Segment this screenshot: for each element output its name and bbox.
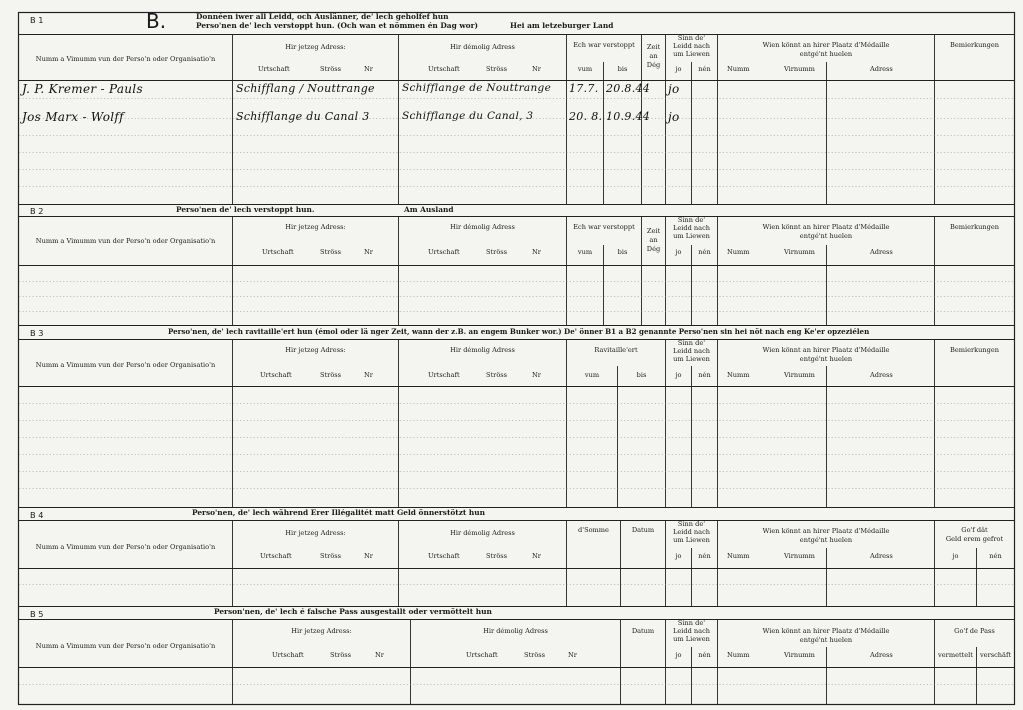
col-header-remarks: Bemierkungen: [949, 223, 1000, 231]
col-header-procured: verschäft: [979, 651, 1012, 659]
entry-hidden-to: 20.8.44: [606, 82, 651, 95]
col-header-medal-1: Wien könnt an hirer Plaatz d'Médaille: [762, 346, 890, 354]
col-header-time-2: an: [649, 236, 658, 244]
col-header-yes: jo: [675, 651, 682, 659]
col-header-medal-2: entgé'nt huelen: [799, 636, 853, 644]
col-header-remarks: Bemierkungen: [949, 41, 1000, 49]
col-header-medal-2: entgé'nt huelen: [799, 536, 853, 544]
col-header-street: Ströss: [486, 552, 508, 560]
col-header-no: nén: [698, 651, 711, 659]
entry-name: Jos Marx - Wolff: [22, 110, 124, 124]
col-header-yes: jo: [952, 552, 959, 560]
col-header-place: Urtschaft: [262, 248, 294, 256]
col-header-name: Numm a Vimumm vun der Perso'n oder Organisatio'n: [35, 543, 216, 551]
entry-former-address: Schifflange du Canal, 3: [402, 110, 534, 122]
col-header-sum: d'Somme: [578, 526, 609, 534]
col-header-nr: Nr: [568, 651, 577, 659]
col-header-alive-1: Sinn de': [677, 216, 706, 224]
col-header-street: Ströss: [486, 248, 508, 256]
col-header-hidden: Ech war verstoppt: [573, 41, 635, 49]
col-header-alive-1: Sinn de': [677, 339, 706, 347]
col-header-time-1: Zeit: [646, 227, 661, 235]
col-header-current-address: Hir jetzeg Adress:: [285, 529, 346, 537]
col-header-firstname: Virnumm: [784, 371, 815, 379]
col-header-medal-2: entgé'nt huelen: [799, 232, 853, 240]
col-header-former-address: Hir démolig Adress: [450, 529, 515, 537]
col-header-alive-1: Sinn de': [677, 34, 706, 42]
col-header-alive-3: um Liewen: [673, 355, 710, 363]
col-header-lastname: Numm: [727, 65, 750, 73]
col-header-place: Urtschaft: [260, 552, 292, 560]
col-header-place: Urtschaft: [428, 371, 460, 379]
col-header-alive-3: um Liewen: [673, 232, 710, 240]
b1-title-location: Hei am letzeburger Land: [510, 21, 614, 30]
col-header-address: Adress: [870, 371, 893, 379]
col-header-place: Urtschaft: [258, 65, 290, 73]
col-header-address: Adress: [870, 65, 893, 73]
col-header-former-address: Hir démolig Adress: [450, 43, 515, 51]
col-header-supplied: Ravitaille'ert: [594, 346, 638, 354]
col-header-alive-2: Leidd nach: [672, 528, 711, 536]
section-code-b5: B 5: [30, 609, 44, 619]
section-code-b2: B 2: [30, 206, 44, 216]
col-header-yes: jo: [675, 371, 682, 379]
col-header-alive-1: Sinn de': [677, 520, 706, 528]
col-header-alive-2: Leidd nach: [672, 42, 711, 50]
col-header-medal-1: Wien könnt an hirer Plaatz d'Médaille: [762, 223, 890, 231]
col-header-nr: Nr: [532, 552, 541, 560]
col-header-lastname: Numm: [727, 651, 750, 659]
col-header-former-address: Hir démolig Adress: [450, 223, 515, 231]
col-header-street: Ströss: [524, 651, 546, 659]
col-header-street: Ströss: [320, 552, 342, 560]
col-header-name: Numm a Vimumm vun der Perso'n oder Organisatio'n: [35, 55, 216, 63]
section-code-b3: B 3: [30, 328, 44, 338]
col-header-lastname: Numm: [727, 371, 750, 379]
col-header-medal-2: entgé'nt huelen: [799, 355, 853, 363]
section-code-b4: B 4: [30, 510, 44, 520]
col-header-former-address: Hir démolig Adress: [450, 346, 515, 354]
col-header-yes: jo: [675, 65, 682, 73]
col-header-nr: Nr: [364, 552, 373, 560]
col-header-current-address: Hir jetzeg Adress:: [285, 223, 346, 231]
col-header-firstname: Virnumm: [784, 651, 815, 659]
entry-alive-yes: jo: [668, 82, 680, 96]
col-header-medal-2: entgé'nt huelen: [799, 50, 853, 58]
col-header-name: Numm a Vimumm vun der Perso'n oder Organisatio'n: [35, 642, 216, 650]
col-header-current-address: Hir jetzeg Adress:: [291, 627, 352, 635]
entry-hidden-from: 17.7.: [569, 82, 599, 95]
col-header-nr: Nr: [532, 65, 541, 73]
entry-hidden-from: 20. 8.: [569, 110, 603, 123]
col-header-time-1: Zeit: [646, 43, 661, 51]
col-header-street: Ströss: [320, 248, 342, 256]
col-header-alive-3: um Liewen: [673, 536, 710, 544]
col-header-nr: Nr: [532, 371, 541, 379]
col-header-no: nén: [698, 552, 711, 560]
col-header-hidden: Ech war verstoppt: [573, 223, 635, 231]
entry-alive-yes: jo: [668, 110, 680, 124]
col-header-place: Urtschaft: [428, 248, 460, 256]
entry-current-address: Schifflang / Nouttrange: [236, 82, 375, 95]
col-header-current-address: Hir jetzeg Adress:: [285, 43, 346, 51]
col-header-to: bis: [617, 248, 628, 256]
col-header-alive-2: Leidd nach: [672, 627, 711, 635]
col-header-time-3: Dég: [646, 61, 661, 69]
col-header-current-address: Hir jetzeg Adress:: [285, 346, 346, 354]
col-header-medal-1: Wien könnt an hirer Plaatz d'Médaille: [762, 627, 890, 635]
b5-title: Person'nen, de' lech é falsche Pass ausgestallt oder vermöttelt hun: [214, 607, 492, 616]
b4-title: Perso'nen, de' lech während Erer Illégalitét matt Geld önnerstötzt hun: [192, 508, 486, 517]
b2-title: Perso'nen de' lech verstoppt hun.: [176, 205, 315, 214]
col-header-alive-1: Sinn de': [677, 619, 706, 627]
col-header-street: Ströss: [486, 371, 508, 379]
col-header-from: vum: [577, 65, 593, 73]
col-header-nr: Nr: [375, 651, 384, 659]
col-header-street: Ströss: [320, 65, 342, 73]
col-header-firstname: Virnumm: [784, 248, 815, 256]
col-header-no: nén: [698, 65, 711, 73]
col-header-former-address: Hir démolig Adress: [483, 627, 548, 635]
col-header-street: Ströss: [320, 371, 342, 379]
col-header-yes: jo: [675, 552, 682, 560]
col-header-time-2: an: [649, 52, 658, 60]
col-header-alive-2: Leidd nach: [672, 347, 711, 355]
col-header-place: Urtschaft: [428, 552, 460, 560]
form-letter: B.: [146, 9, 167, 33]
col-header-alive-3: um Liewen: [673, 635, 710, 643]
col-header-from: vum: [577, 248, 593, 256]
col-header-time-3: Dég: [646, 245, 661, 253]
col-header-address: Adress: [870, 248, 893, 256]
col-header-pass: Go'f de Pass: [954, 627, 995, 635]
entry-current-address: Schifflange du Canal 3: [236, 110, 370, 123]
col-header-medal-1: Wien könnt an hirer Plaatz d'Médaille: [762, 527, 890, 535]
col-header-no: nén: [989, 552, 1002, 560]
col-header-place: Urtschaft: [260, 371, 292, 379]
entry-name: J. P. Kremer - Pauls: [22, 82, 143, 96]
col-header-lastname: Numm: [727, 248, 750, 256]
col-header-to: bis: [617, 65, 628, 73]
col-header-alive-3: um Liewen: [673, 50, 710, 58]
col-header-no: nén: [698, 248, 711, 256]
col-header-money-given-2: Geld erem gefrot: [945, 535, 1004, 543]
col-header-medal-1: Wien könnt an hirer Plaatz d'Médaille: [762, 41, 890, 49]
col-header-nr: Nr: [364, 248, 373, 256]
col-header-place: Urtschaft: [272, 651, 304, 659]
b1-title-line1: Donnéen iwer all Leidd, och Auslänner, de' lech geholfef hun: [196, 12, 449, 21]
col-header-no: nén: [698, 371, 711, 379]
col-header-date: Datum: [631, 627, 655, 635]
b2-title-location: Am Ausland: [404, 205, 454, 214]
col-header-place: Urtschaft: [428, 65, 460, 73]
entry-hidden-to: 10.9.44: [606, 110, 651, 123]
b1-title-line2: Perso'nen de' lech verstoppt hun. (Och wan et nömmen én Dag wor): [196, 21, 479, 30]
col-header-place: Urtschaft: [466, 651, 498, 659]
col-header-firstname: Virnumm: [784, 552, 815, 560]
col-header-lastname: Numm: [727, 552, 750, 560]
col-header-street: Ströss: [330, 651, 352, 659]
col-header-remarks: Bemierkungen: [949, 346, 1000, 354]
b3-title: Perso'nen, de' lech ravitaille'ert hun (émol oder lä nger Zeit, wann der z.B. an engem Bunker wor.) De' önner B1 a B2 genannte Perso'nen sin hei nöt nach eng Ke'er opzeziélen: [168, 327, 870, 336]
col-header-money-given-1: Go'f dât: [961, 526, 988, 534]
col-header-yes: jo: [675, 248, 682, 256]
col-header-nr: Nr: [532, 248, 541, 256]
col-header-alive-2: Leidd nach: [672, 224, 711, 232]
col-header-address: Adress: [870, 651, 893, 659]
col-header-name: Numm a Vimumm vun der Perso'n oder Organisatio'n: [35, 361, 216, 369]
col-header-firstname: Virnumm: [784, 65, 815, 73]
col-header-from: vum: [584, 371, 600, 379]
col-header-street: Ströss: [486, 65, 508, 73]
col-header-to: bis: [636, 371, 647, 379]
col-header-passed-on: vermettelt: [938, 651, 973, 659]
section-code-b1: B 1: [30, 15, 44, 25]
col-header-nr: Nr: [364, 65, 373, 73]
entry-former-address: Schifflange de Nouttrange: [402, 82, 552, 94]
col-header-nr: Nr: [364, 371, 373, 379]
col-header-name: Numm a Vimumm vun der Perso'n oder Organisatio'n: [35, 237, 216, 245]
col-header-address: Adress: [870, 552, 893, 560]
col-header-date: Datum: [631, 526, 655, 534]
